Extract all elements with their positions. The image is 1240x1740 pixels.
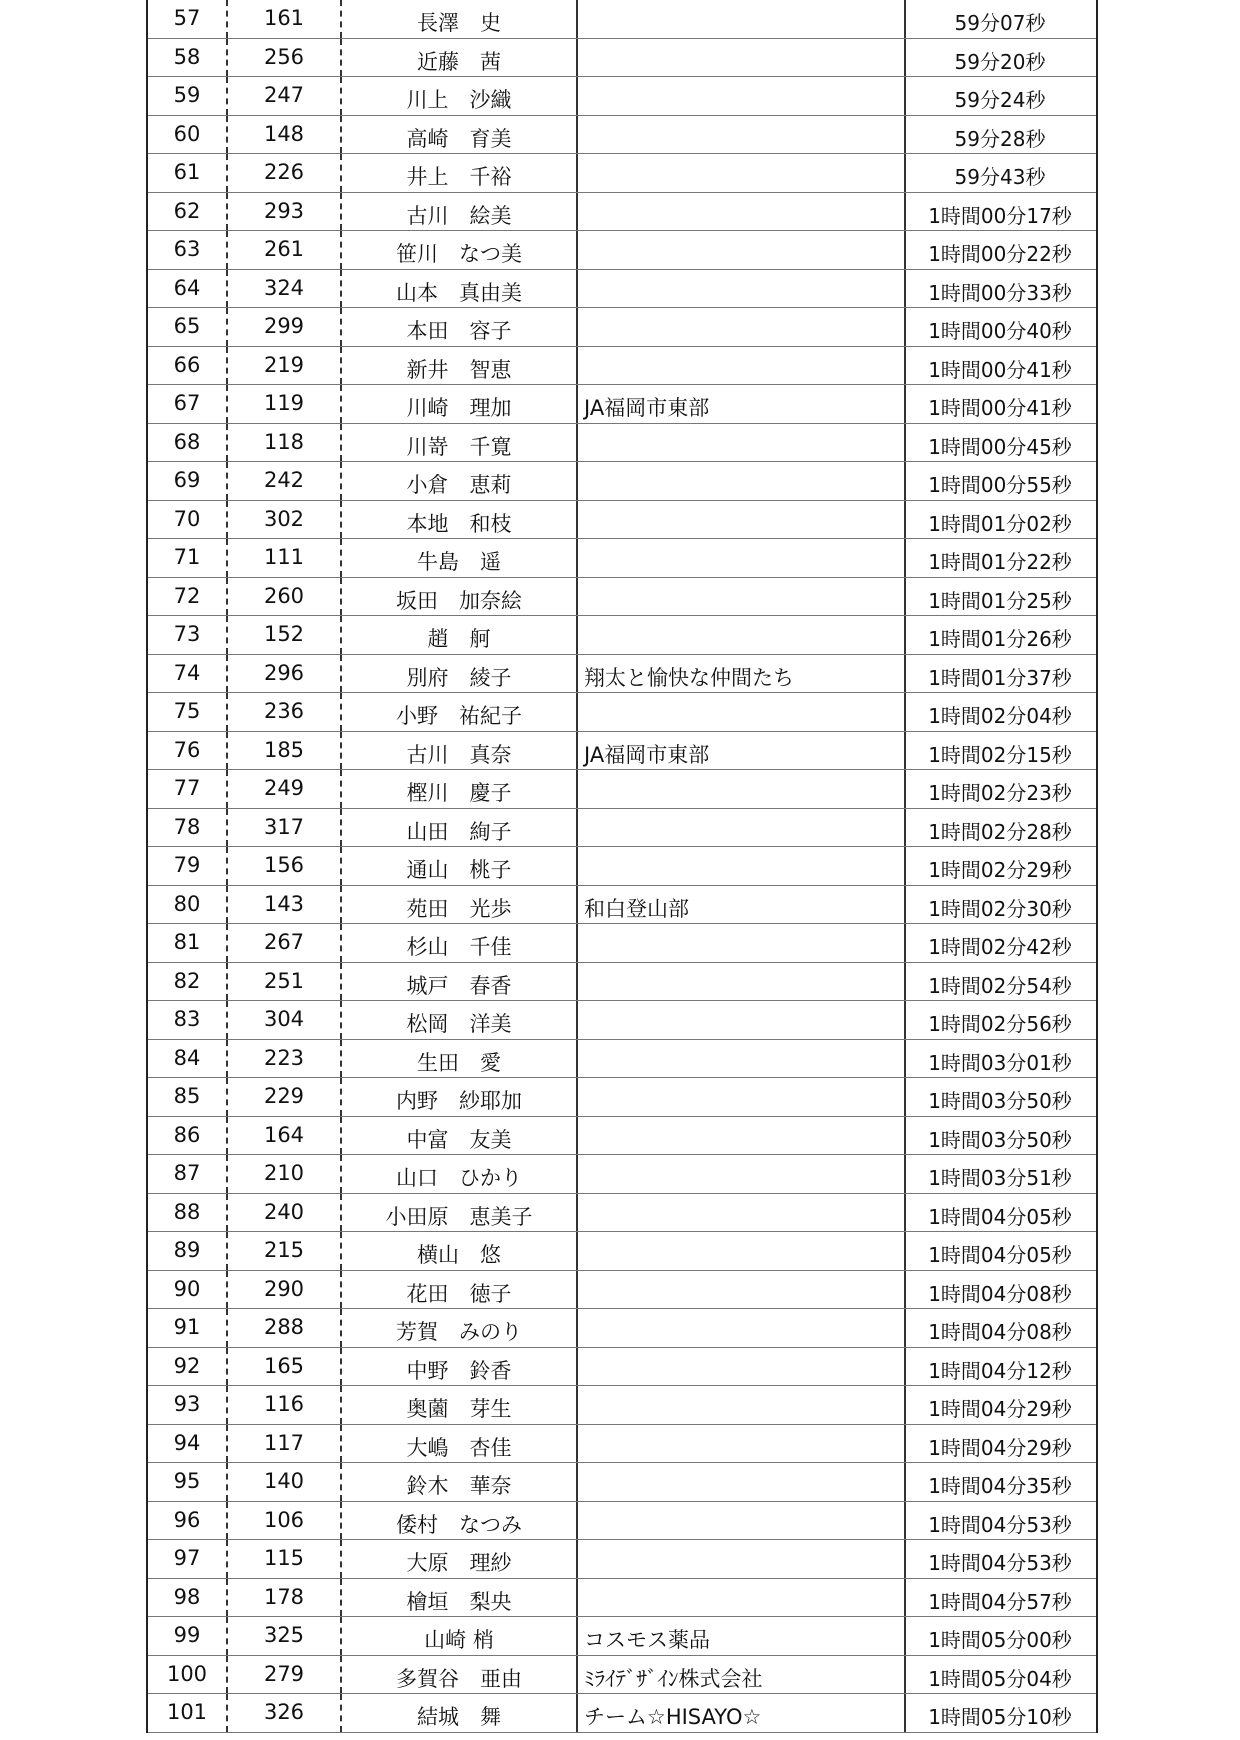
- finish-time-cell: 59分43秒: [954, 165, 1046, 189]
- bib-number-cell: 249: [228, 770, 342, 808]
- rank-cell: 66: [148, 347, 228, 385]
- table-row: [148, 231, 1096, 270]
- bib-number-cell: 293: [228, 193, 342, 231]
- finish-time-cell: 1時間00分41秒: [928, 357, 1072, 382]
- finish-time-cell: 1時間00分45秒: [928, 434, 1072, 459]
- table-row: [148, 462, 1096, 501]
- bib-number-cell: 260: [228, 578, 342, 616]
- table-row: [148, 77, 1096, 116]
- finish-time-cell: 1時間04分57秒: [928, 1589, 1072, 1614]
- bib-number-cell: 304: [228, 1001, 342, 1039]
- runner-name-cell: 小野 祐紀子: [342, 693, 578, 731]
- rank-cell: 80: [148, 886, 228, 924]
- team-name-cell: [578, 1348, 906, 1386]
- bib-number-cell: 219: [228, 347, 342, 385]
- finish-time-cell: 1時間04分08秒: [928, 1281, 1072, 1306]
- table-row: [148, 1425, 1096, 1464]
- bib-number-cell: 115: [228, 1540, 342, 1578]
- table-row: [148, 1386, 1096, 1425]
- bib-number-cell: 119: [228, 385, 342, 423]
- runner-name-cell: 本田 容子: [342, 308, 578, 346]
- team-name-cell: [578, 770, 906, 808]
- runner-name-cell: 井上 千裕: [342, 154, 578, 192]
- team-name-cell: JA福岡市東部: [578, 385, 906, 423]
- table-row: [148, 0, 1096, 39]
- runner-name-cell: 通山 桃子: [342, 847, 578, 885]
- bib-number-cell: 178: [228, 1579, 342, 1617]
- team-name-cell: [578, 539, 906, 577]
- team-name-cell: [578, 1040, 906, 1078]
- team-name-cell: ﾐﾗｲﾃﾞｻﾞｲﾝ株式会社: [578, 1656, 906, 1694]
- rank-cell: 69: [148, 462, 228, 500]
- table-row: [148, 1040, 1096, 1079]
- runner-name-cell: 松岡 洋美: [342, 1001, 578, 1039]
- runner-name-cell: 内野 紗耶加: [342, 1078, 578, 1116]
- team-name-cell: [578, 116, 906, 154]
- rank-cell: 94: [148, 1425, 228, 1463]
- team-name-cell: [578, 1502, 906, 1540]
- runner-name-cell: 山口 ひかり: [342, 1155, 578, 1193]
- team-name-cell: [578, 1155, 906, 1193]
- rank-cell: 73: [148, 616, 228, 654]
- runner-name-cell: 別府 綾子: [342, 655, 578, 693]
- team-name-cell: [578, 1001, 906, 1039]
- bib-number-cell: 236: [228, 693, 342, 731]
- runner-name-cell: 山本 真由美: [342, 270, 578, 308]
- finish-time-cell: 1時間04分08秒: [928, 1320, 1072, 1344]
- finish-time-cell: 1時間02分04秒: [928, 704, 1072, 728]
- runner-name-cell: 古川 絵美: [342, 193, 578, 231]
- finish-time-cell: 1時間00分22秒: [928, 242, 1072, 266]
- table-row: [148, 770, 1096, 809]
- table-row: [148, 1194, 1096, 1233]
- rank-cell: 76: [148, 732, 228, 770]
- finish-time-cell: 1時間02分29秒: [928, 858, 1072, 882]
- runner-name-cell: 川嵜 千寛: [342, 424, 578, 462]
- bib-number-cell: 165: [228, 1348, 342, 1386]
- table-row: [148, 732, 1096, 771]
- rank-cell: 78: [148, 809, 228, 847]
- runner-name-cell: 新井 智恵: [342, 347, 578, 385]
- finish-time-cell: 1時間03分50秒: [928, 1089, 1072, 1113]
- bib-number-cell: 247: [228, 77, 342, 115]
- finish-time-cell: 1時間01分37秒: [928, 665, 1072, 690]
- bib-number-cell: 324: [228, 270, 342, 308]
- rank-cell: 96: [148, 1502, 228, 1540]
- runner-name-cell: 大嶋 杏佳: [342, 1425, 578, 1463]
- bib-number-cell: 302: [228, 501, 342, 539]
- rank-cell: 60: [148, 116, 228, 154]
- table-row: [148, 1348, 1096, 1387]
- rank-cell: 99: [148, 1617, 228, 1655]
- rank-cell: 92: [148, 1348, 228, 1386]
- runner-name-cell: 坂田 加奈絵: [342, 578, 578, 616]
- runner-name-cell: 山崎 梢: [342, 1617, 578, 1655]
- finish-time-cell: 1時間01分25秒: [928, 588, 1072, 613]
- runner-name-cell: 結城 舞: [342, 1694, 578, 1732]
- bib-number-cell: 185: [228, 732, 342, 770]
- bib-number-cell: 226: [228, 154, 342, 192]
- runner-name-cell: 奥薗 芽生: [342, 1386, 578, 1424]
- rank-cell: 58: [148, 39, 228, 77]
- runner-name-cell: 中富 友美: [342, 1117, 578, 1155]
- bib-number-cell: 326: [228, 1694, 342, 1732]
- bib-number-cell: 296: [228, 655, 342, 693]
- bib-number-cell: 106: [228, 1502, 342, 1540]
- team-name-cell: [578, 1540, 906, 1578]
- rank-cell: 74: [148, 655, 228, 693]
- rank-cell: 82: [148, 963, 228, 1001]
- rank-cell: 85: [148, 1078, 228, 1116]
- rank-cell: 71: [148, 539, 228, 577]
- bib-number-cell: 251: [228, 963, 342, 1001]
- rank-cell: 63: [148, 231, 228, 269]
- bib-number-cell: 290: [228, 1271, 342, 1309]
- runner-name-cell: 多賀谷 亜由: [342, 1656, 578, 1694]
- finish-time-cell: 1時間03分01秒: [928, 1050, 1072, 1075]
- rank-cell: 67: [148, 385, 228, 423]
- bib-number-cell: 148: [228, 116, 342, 154]
- bib-number-cell: 325: [228, 1617, 342, 1655]
- finish-time-cell: 1時間02分15秒: [928, 742, 1072, 767]
- runner-name-cell: 小倉 恵莉: [342, 462, 578, 500]
- finish-time-cell: 1時間04分35秒: [928, 1474, 1072, 1498]
- table-row: [148, 1579, 1096, 1618]
- bib-number-cell: 164: [228, 1117, 342, 1155]
- runner-name-cell: 趙 舸: [342, 616, 578, 654]
- rank-cell: 95: [148, 1463, 228, 1501]
- table-row: [148, 1540, 1096, 1579]
- runner-name-cell: 古川 真奈: [342, 732, 578, 770]
- rank-cell: 72: [148, 578, 228, 616]
- team-name-cell: [578, 462, 906, 500]
- rank-cell: 88: [148, 1194, 228, 1232]
- finish-time-cell: 1時間02分42秒: [928, 935, 1072, 959]
- table-row: [148, 39, 1096, 78]
- team-name-cell: [578, 0, 906, 38]
- table-row: [148, 1078, 1096, 1117]
- team-name-cell: [578, 1271, 906, 1309]
- table-row: [148, 193, 1096, 232]
- finish-time-cell: 1時間02分56秒: [928, 1012, 1072, 1036]
- finish-time-cell: 1時間02分23秒: [928, 781, 1072, 805]
- rank-cell: 100: [148, 1656, 228, 1694]
- bib-number-cell: 267: [228, 924, 342, 962]
- finish-time-cell: 1時間04分53秒: [928, 1512, 1072, 1537]
- rank-cell: 98: [148, 1579, 228, 1617]
- bib-number-cell: 140: [228, 1463, 342, 1501]
- team-name-cell: [578, 1078, 906, 1116]
- runner-name-cell: 生田 愛: [342, 1040, 578, 1078]
- bib-number-cell: 256: [228, 39, 342, 77]
- table-row: [148, 1117, 1096, 1156]
- table-row: [148, 578, 1096, 617]
- table-row: [148, 308, 1096, 347]
- table-row: [148, 116, 1096, 155]
- team-name-cell: [578, 1425, 906, 1463]
- rank-cell: 65: [148, 308, 228, 346]
- finish-time-cell: 1時間04分05秒: [928, 1243, 1072, 1267]
- rank-cell: 61: [148, 154, 228, 192]
- runner-name-cell: 杉山 千佳: [342, 924, 578, 962]
- runner-name-cell: 城戸 春香: [342, 963, 578, 1001]
- rank-cell: 89: [148, 1232, 228, 1270]
- finish-time-cell: 1時間05分00秒: [928, 1628, 1072, 1652]
- rank-cell: 59: [148, 77, 228, 115]
- rank-cell: 77: [148, 770, 228, 808]
- team-name-cell: [578, 693, 906, 731]
- results-table: [146, 0, 1098, 1733]
- table-row: [148, 1463, 1096, 1502]
- table-row: [148, 1155, 1096, 1194]
- rank-cell: 90: [148, 1271, 228, 1309]
- finish-time-cell: 59分07秒: [954, 11, 1046, 35]
- rank-cell: 87: [148, 1155, 228, 1193]
- finish-time-cell: 1時間01分02秒: [928, 511, 1072, 536]
- table-row: [148, 347, 1096, 386]
- team-name-cell: [578, 424, 906, 462]
- table-row: [148, 616, 1096, 655]
- runner-name-cell: 川崎 理加: [342, 385, 578, 423]
- bib-number-cell: 117: [228, 1425, 342, 1463]
- team-name-cell: [578, 77, 906, 115]
- table-row: [148, 1309, 1096, 1348]
- team-name-cell: [578, 578, 906, 616]
- team-name-cell: [578, 308, 906, 346]
- finish-time-cell: 1時間01分22秒: [928, 550, 1072, 574]
- rank-cell: 81: [148, 924, 228, 962]
- finish-time-cell: 1時間04分05秒: [928, 1204, 1072, 1229]
- table-row: [148, 1694, 1096, 1733]
- runner-name-cell: 樫川 慶子: [342, 770, 578, 808]
- table-row: [148, 886, 1096, 925]
- rank-cell: 83: [148, 1001, 228, 1039]
- team-name-cell: [578, 231, 906, 269]
- team-name-cell: [578, 39, 906, 77]
- finish-time-cell: 1時間04分29秒: [928, 1435, 1072, 1460]
- bib-number-cell: 116: [228, 1386, 342, 1424]
- runner-name-cell: 横山 悠: [342, 1232, 578, 1270]
- rank-cell: 79: [148, 847, 228, 885]
- bib-number-cell: 299: [228, 308, 342, 346]
- table-row: [148, 154, 1096, 193]
- bib-number-cell: 143: [228, 886, 342, 924]
- bib-number-cell: 156: [228, 847, 342, 885]
- bib-number-cell: 118: [228, 424, 342, 462]
- rank-cell: 84: [148, 1040, 228, 1078]
- runner-name-cell: 芳賀 みのり: [342, 1309, 578, 1347]
- team-name-cell: [578, 924, 906, 962]
- rank-cell: 70: [148, 501, 228, 539]
- table-row: [148, 924, 1096, 963]
- bib-number-cell: 223: [228, 1040, 342, 1078]
- team-name-cell: [578, 1463, 906, 1501]
- table-row: [148, 501, 1096, 540]
- rank-cell: 68: [148, 424, 228, 462]
- team-name-cell: [578, 154, 906, 192]
- bib-number-cell: 161: [228, 0, 342, 38]
- finish-time-cell: 1時間04分53秒: [928, 1551, 1072, 1575]
- runner-name-cell: 牛島 遥: [342, 539, 578, 577]
- team-name-cell: [578, 347, 906, 385]
- runner-name-cell: 苑田 光歩: [342, 886, 578, 924]
- rank-cell: 93: [148, 1386, 228, 1424]
- table-row: [148, 809, 1096, 848]
- rank-cell: 86: [148, 1117, 228, 1155]
- team-name-cell: JA福岡市東部: [578, 732, 906, 770]
- rank-cell: 57: [148, 0, 228, 38]
- rank-cell: 97: [148, 1540, 228, 1578]
- team-name-cell: [578, 809, 906, 847]
- rank-cell: 64: [148, 270, 228, 308]
- runner-name-cell: 川上 沙織: [342, 77, 578, 115]
- runner-name-cell: 花田 徳子: [342, 1271, 578, 1309]
- bib-number-cell: 111: [228, 539, 342, 577]
- rank-cell: 101: [148, 1694, 228, 1732]
- team-name-cell: チーム☆HISAYO☆: [578, 1694, 906, 1732]
- team-name-cell: [578, 1232, 906, 1270]
- rank-cell: 62: [148, 193, 228, 231]
- table-row: [148, 1001, 1096, 1040]
- table-row: [148, 424, 1096, 463]
- table-row: [148, 847, 1096, 886]
- finish-time-cell: 1時間03分51秒: [928, 1166, 1072, 1190]
- bib-number-cell: 242: [228, 462, 342, 500]
- finish-time-cell: 1時間00分17秒: [928, 203, 1072, 228]
- team-name-cell: 和白登山部: [578, 886, 906, 924]
- finish-time-cell: 59分24秒: [954, 88, 1046, 112]
- finish-time-cell: 1時間00分40秒: [928, 319, 1072, 343]
- table-row: [148, 1656, 1096, 1695]
- table-row: [148, 1617, 1096, 1656]
- runner-name-cell: 中野 鈴香: [342, 1348, 578, 1386]
- finish-time-cell: 1時間02分54秒: [928, 973, 1072, 998]
- finish-time-cell: 1時間04分29秒: [928, 1397, 1072, 1421]
- bib-number-cell: 288: [228, 1309, 342, 1347]
- runner-name-cell: 鈴木 華奈: [342, 1463, 578, 1501]
- bib-number-cell: 240: [228, 1194, 342, 1232]
- team-name-cell: [578, 963, 906, 1001]
- bib-number-cell: 152: [228, 616, 342, 654]
- bib-number-cell: 229: [228, 1078, 342, 1116]
- team-name-cell: 翔太と愉快な仲間たち: [578, 655, 906, 693]
- team-name-cell: [578, 1386, 906, 1424]
- runner-name-cell: 笹川 なつ美: [342, 231, 578, 269]
- finish-time-cell: 1時間05分10秒: [928, 1705, 1072, 1729]
- finish-time-cell: 1時間05分04秒: [928, 1666, 1072, 1691]
- bib-number-cell: 215: [228, 1232, 342, 1270]
- finish-time-cell: 1時間01分26秒: [928, 627, 1072, 651]
- table-row: [148, 270, 1096, 309]
- finish-time-cell: 1時間04分12秒: [928, 1358, 1072, 1383]
- table-row: [148, 1271, 1096, 1310]
- table-row: [148, 539, 1096, 578]
- finish-time-cell: 1時間03分50秒: [928, 1127, 1072, 1152]
- runner-name-cell: 檜垣 梨央: [342, 1579, 578, 1617]
- finish-time-cell: 1時間02分28秒: [928, 819, 1072, 844]
- team-name-cell: [578, 270, 906, 308]
- team-name-cell: [578, 616, 906, 654]
- bib-number-cell: 317: [228, 809, 342, 847]
- finish-time-cell: 1時間00分55秒: [928, 473, 1072, 497]
- team-name-cell: [578, 1309, 906, 1347]
- rank-cell: 91: [148, 1309, 228, 1347]
- runner-name-cell: 大原 理紗: [342, 1540, 578, 1578]
- table-row: [148, 1502, 1096, 1541]
- runner-name-cell: 山田 絢子: [342, 809, 578, 847]
- runner-name-cell: 小田原 恵美子: [342, 1194, 578, 1232]
- finish-time-cell: 59分28秒: [954, 126, 1046, 151]
- team-name-cell: [578, 1194, 906, 1232]
- table-row: [148, 963, 1096, 1002]
- team-name-cell: [578, 1117, 906, 1155]
- team-name-cell: [578, 501, 906, 539]
- finish-time-cell: 1時間00分33秒: [928, 280, 1072, 305]
- runner-name-cell: 長澤 史: [342, 0, 578, 38]
- team-name-cell: [578, 1579, 906, 1617]
- table-row: [148, 1232, 1096, 1271]
- runner-name-cell: 近藤 茜: [342, 39, 578, 77]
- runner-name-cell: 高崎 育美: [342, 116, 578, 154]
- rank-cell: 75: [148, 693, 228, 731]
- finish-time-cell: 1時間00分41秒: [928, 396, 1072, 420]
- table-row: [148, 655, 1096, 694]
- runner-name-cell: 本地 和枝: [342, 501, 578, 539]
- finish-time-cell: 59分20秒: [954, 49, 1046, 74]
- table-row: [148, 385, 1096, 424]
- bib-number-cell: 261: [228, 231, 342, 269]
- bib-number-cell: 279: [228, 1656, 342, 1694]
- bib-number-cell: 210: [228, 1155, 342, 1193]
- runner-name-cell: 倭村 なつみ: [342, 1502, 578, 1540]
- team-name-cell: コスモス薬品: [578, 1617, 906, 1655]
- team-name-cell: [578, 847, 906, 885]
- team-name-cell: [578, 193, 906, 231]
- table-row: [148, 693, 1096, 732]
- finish-time-cell: 1時間02分30秒: [928, 896, 1072, 921]
